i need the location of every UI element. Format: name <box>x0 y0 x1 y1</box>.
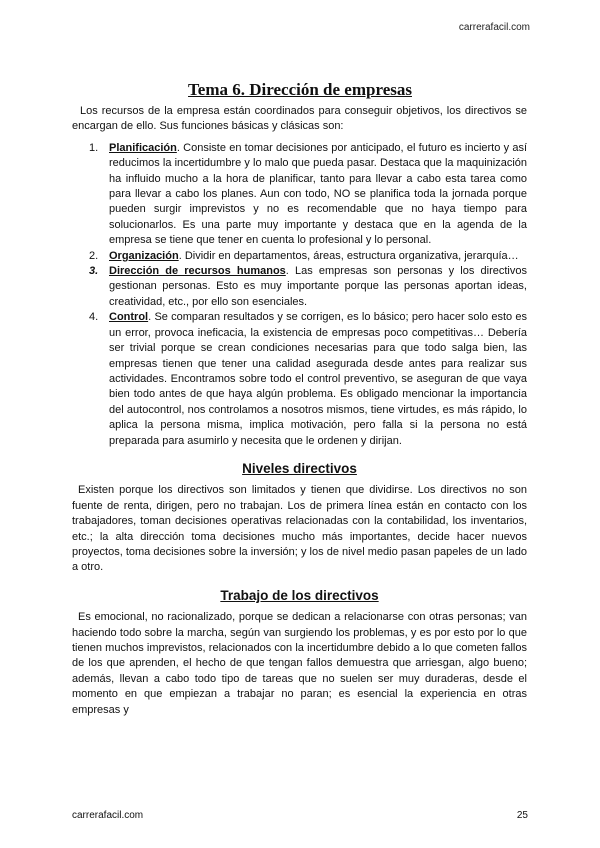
section-paragraph-niveles: Existen porque los directivos son limitados y tienen que dividirse. Los directivos no son fuente de renta, dirigen, pero no trabajan. Los de primera línea están en contacto con los trabajadores, toman decisiones operativas relacionadas con la contabilidad, los inventarios, etc.; la alta dirección toma decisiones mucho más importantes, decide hacer nuevos proyectos, toma decisiones sobre la inversión; y los de nivel medio pasan papeles de un lado a otro. <box>72 484 527 574</box>
list-number: 2. <box>89 249 99 262</box>
list-text: Se comparan resultados y se corrigen, es lo básico; pero hacer solo esto es un error, provoca ineficacia, la existencia de empresas poco competitivas… Debería ser trivial porque se crean condiciones necesarias para que todo salga bien, las empresas tienen que tener una calidad asegurada desde antes para realizar sus actividades. Encontramos sobre todo el control preventivo, se aseguran de que vaya bien todo antes de que haya algún problema. Es obligado mencionar la importancia del autocontrol, nos controlamos a nosotros mismos, tiene virtudes, es más rápido, lo aplica la persona misma, implica motivación, pero falla si la persona no está preparada para asumirlo y necesita que le ordenen y dirijan. <box>109 311 527 447</box>
functions-list <box>72 141 527 449</box>
header-site: carrerafacil.com <box>458 22 530 33</box>
list-item: 1. Planificación. Consiste en tomar decisiones por anticipado, el futuro es incierto y así reducimos la incertidumbre y lo malo que pueda pasar. Destaca que la maquinización ha influido mucho a la hora de planificar, tanto para llevar a cabo esta tarea como para llevar a cabo los planes. Aun con todo, NO se planifica toda la jornada porque pueden surgir imprevistos y no es recomendable que no haya tiempo para solucionarlos. Es una parte muy importante y destaca que en la agenda de la empresa se tiene que tener en cuenta lo profesional y lo personal. <box>89 141 527 247</box>
list-heading: Organización <box>109 249 179 262</box>
section-heading-trabajo: Trabajo de los directivos <box>220 587 379 603</box>
page-number: 25 <box>516 810 528 821</box>
footer-site: carrerafacil.com <box>72 810 144 821</box>
list-text: Dividir en departamentos, áreas, estructura organizativa, jerarquía… <box>184 249 519 262</box>
list-item: 4. Control. Se comparan resultados y se corrigen, es lo básico; pero hacer solo esto es un error, provoca ineficacia, la existencia de empresas poco competitivas… Debería ser trivial porque se crean condiciones necesarias para que todo salga bien, las empresas tienen que tener una calidad asegurada desde antes para realizar sus actividades. Encontramos sobre todo el control preventivo, se aseguran de que vaya bien todo antes de que haya algún problema. Es obligado mencionar la importancia del autocontrol, nos controlamos a nosotros mismos, tiene virtudes, es más rápido, lo aplica la persona misma, implica motivación, pero falla si la persona no está preparada para asumirlo y necesita que le ordenen y dirijan. <box>89 311 527 447</box>
list-text: Consiste en tomar decisiones por anticipado, el futuro es incierto y así reducimos la incertidumbre y lo malo que pueda pasar. Destaca que la maquinización ha influido mucho a la hora de planificar, tanto para llevar a cabo esta tarea como para llevar a cabo los planes. Aun con todo, NO se planifica toda la jornada porque pueden surgir imprevistos y no es recomendable que no haya tiempo para solucionarlos. Es una parte muy importante y destaca que en la agenda de la empresa se tiene que tener en cuenta lo profesional y lo personal. <box>109 141 527 247</box>
list-heading: Planificación <box>109 141 177 154</box>
list-number: 1. <box>89 141 99 154</box>
section-heading-niveles: Niveles directivos <box>242 460 357 476</box>
list-item: 3. Dirección de recursos humanos. Las empresas son personas y los directivos gestionan personas. Esto es muy importante porque las personas aportan ideas, creatividad, etc., por ello son esenciales. <box>89 265 527 308</box>
page-title: Tema 6. Dirección de empresas <box>188 80 412 99</box>
list-heading: Control <box>109 311 149 324</box>
list-heading: Dirección de recursos humanos <box>109 265 286 278</box>
list-text: Las empresas son personas y los directivos gestionan personas. Esto es muy importante porque las personas aportan ideas, creatividad, etc., por ello son esenciales. <box>109 265 527 308</box>
list-number: 4. <box>89 311 99 324</box>
intro-paragraph: Los recursos de la empresa están coordinados para conseguir objetivos, los directivos se encargan de ello. Sus funciones básicas y clásicas son: <box>72 105 527 133</box>
list-item: 2. Organización. Dividir en departamentos, áreas, estructura organizativa, jerarquía… <box>72 249 527 264</box>
document-body <box>72 104 527 718</box>
list-number: 3. <box>89 265 99 278</box>
section-paragraph-trabajo: Es emocional, no racionalizado, porque se dedican a relacionarse con otras personas; van haciendo todo sobre la marcha, según van surgiendo los problemas, y es por esto por lo que tienen muchos imprevistos, relacionados con la incertidumbre debido a lo que cometen fallos de los que aprenden, el hecho de que tengan fallos demuestra que arriesgan, algo bueno; además, llevan a cabo todo tipo de tareas que no suelen ser muy duraderas, desde el momento en que empiezan a trabajar no paran; es esencial la experiencia en otras empresas y <box>72 611 527 716</box>
